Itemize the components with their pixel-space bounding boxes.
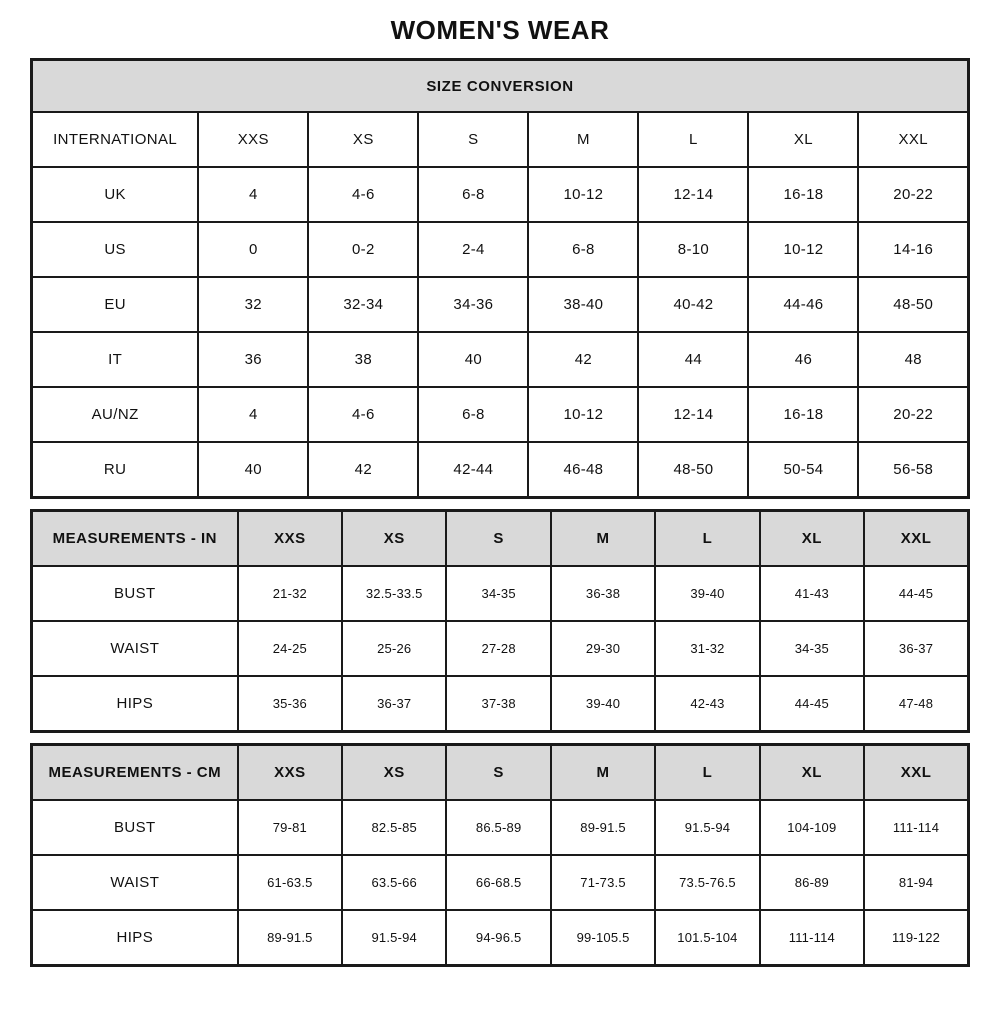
value-cell: 40 — [198, 442, 308, 498]
size-header-row — [32, 112, 969, 167]
value-cell: 36-37 — [342, 676, 446, 732]
value-cell: 86-89 — [760, 855, 864, 910]
measurements-cm-header-row — [32, 745, 969, 801]
value-cell: 86.5-89 — [446, 800, 550, 855]
value-cell: 48 — [858, 332, 968, 387]
value-cell: 91.5-94 — [342, 910, 446, 966]
value-cell: 0-2 — [308, 222, 418, 277]
value-cell: 111-114 — [864, 800, 968, 855]
value-cell: 4-6 — [308, 387, 418, 442]
value-cell: 12-14 — [638, 167, 748, 222]
table-row — [32, 277, 969, 332]
value-cell: 104-109 — [760, 800, 864, 855]
value-cell: 12-14 — [638, 387, 748, 442]
value-cell: 6-8 — [418, 167, 528, 222]
value-cell: 79-81 — [238, 800, 342, 855]
row-label: IT — [32, 332, 199, 387]
measurements-in-header-row — [32, 511, 969, 567]
value-cell: 0 — [198, 222, 308, 277]
size-conversion-banner-row — [32, 60, 969, 113]
size-label: L — [638, 112, 748, 167]
row-label: EU — [32, 277, 199, 332]
value-cell: 99-105.5 — [551, 910, 655, 966]
value-cell: 2-4 — [418, 222, 528, 277]
size-conversion-table — [30, 58, 970, 499]
measurements-in-title: MEASUREMENTS - IN — [32, 511, 238, 567]
size-label: XXS — [238, 511, 342, 567]
row-label: BUST — [32, 800, 238, 855]
table-row — [32, 621, 969, 676]
size-label: XXL — [858, 112, 968, 167]
size-label: M — [528, 112, 638, 167]
value-cell: 38 — [308, 332, 418, 387]
size-label: M — [551, 511, 655, 567]
row-label: BUST — [32, 566, 238, 621]
value-cell: 29-30 — [551, 621, 655, 676]
table-row — [32, 800, 969, 855]
row-label: HIPS — [32, 676, 238, 732]
value-cell: 91.5-94 — [655, 800, 759, 855]
value-cell: 21-32 — [238, 566, 342, 621]
measurements-cm-body — [32, 800, 969, 966]
value-cell: 20-22 — [858, 387, 968, 442]
value-cell: 16-18 — [748, 167, 858, 222]
value-cell: 46 — [748, 332, 858, 387]
value-cell: 36-37 — [864, 621, 968, 676]
value-cell: 44-45 — [864, 566, 968, 621]
row-label: RU — [32, 442, 199, 498]
value-cell: 25-26 — [342, 621, 446, 676]
value-cell: 6-8 — [528, 222, 638, 277]
size-conversion-body — [32, 167, 969, 498]
table-row — [32, 910, 969, 966]
value-cell: 44-45 — [760, 676, 864, 732]
value-cell: 34-35 — [760, 621, 864, 676]
value-cell: 50-54 — [748, 442, 858, 498]
value-cell: 119-122 — [864, 910, 968, 966]
value-cell: 10-12 — [748, 222, 858, 277]
size-label: S — [446, 745, 550, 801]
value-cell: 82.5-85 — [342, 800, 446, 855]
size-label: XXL — [864, 511, 968, 567]
value-cell: 34-36 — [418, 277, 528, 332]
value-cell: 14-16 — [858, 222, 968, 277]
row-label: AU/NZ — [32, 387, 199, 442]
value-cell: 111-114 — [760, 910, 864, 966]
value-cell: 35-36 — [238, 676, 342, 732]
size-label: S — [418, 112, 528, 167]
value-cell: 42 — [528, 332, 638, 387]
page-title: WOMEN'S WEAR — [390, 15, 610, 45]
table-row — [32, 332, 969, 387]
size-label: L — [655, 511, 759, 567]
value-cell: 4 — [198, 167, 308, 222]
table-row — [32, 167, 969, 222]
table-row — [32, 676, 969, 732]
value-cell: 27-28 — [446, 621, 550, 676]
size-label: XS — [342, 511, 446, 567]
measurements-cm-title: MEASUREMENTS - CM — [32, 745, 238, 801]
value-cell: 31-32 — [655, 621, 759, 676]
value-cell: 38-40 — [528, 277, 638, 332]
value-cell: 36 — [198, 332, 308, 387]
table-row — [32, 855, 969, 910]
value-cell: 42 — [308, 442, 418, 498]
size-guide-page — [0, 15, 1000, 967]
value-cell: 61-63.5 — [238, 855, 342, 910]
table-row — [32, 387, 969, 442]
size-label: L — [655, 745, 759, 801]
value-cell: 10-12 — [528, 167, 638, 222]
value-cell: 101.5-104 — [655, 910, 759, 966]
value-cell: 94-96.5 — [446, 910, 550, 966]
value-cell: 6-8 — [418, 387, 528, 442]
table-row — [32, 566, 969, 621]
value-cell: 56-58 — [858, 442, 968, 498]
table-row — [32, 442, 969, 498]
value-cell: 20-22 — [858, 167, 968, 222]
row-label: UK — [32, 167, 199, 222]
row-label: US — [32, 222, 199, 277]
value-cell: 8-10 — [638, 222, 748, 277]
value-cell: 41-43 — [760, 566, 864, 621]
value-cell: 16-18 — [748, 387, 858, 442]
size-label: XXL — [864, 745, 968, 801]
size-label: M — [551, 745, 655, 801]
size-label: INTERNATIONAL — [32, 112, 199, 167]
value-cell: 42-43 — [655, 676, 759, 732]
value-cell: 63.5-66 — [342, 855, 446, 910]
size-label: S — [446, 511, 550, 567]
measurements-in-table — [30, 509, 970, 733]
value-cell: 47-48 — [864, 676, 968, 732]
value-cell: 40-42 — [638, 277, 748, 332]
value-cell: 10-12 — [528, 387, 638, 442]
value-cell: 36-38 — [551, 566, 655, 621]
value-cell: 39-40 — [551, 676, 655, 732]
size-label: XXS — [238, 745, 342, 801]
value-cell: 48-50 — [858, 277, 968, 332]
value-cell: 39-40 — [655, 566, 759, 621]
value-cell: 46-48 — [528, 442, 638, 498]
size-label: XS — [342, 745, 446, 801]
size-label: XL — [760, 511, 864, 567]
value-cell: 81-94 — [864, 855, 968, 910]
value-cell: 89-91.5 — [238, 910, 342, 966]
value-cell: 48-50 — [638, 442, 748, 498]
size-label: XS — [308, 112, 418, 167]
value-cell: 4-6 — [308, 167, 418, 222]
row-label: WAIST — [32, 621, 238, 676]
table-row — [32, 222, 969, 277]
size-label: XXS — [198, 112, 308, 167]
row-label: WAIST — [32, 855, 238, 910]
value-cell: 32 — [198, 277, 308, 332]
value-cell: 66-68.5 — [446, 855, 550, 910]
value-cell: 37-38 — [446, 676, 550, 732]
value-cell: 73.5-76.5 — [655, 855, 759, 910]
value-cell: 89-91.5 — [551, 800, 655, 855]
value-cell: 71-73.5 — [551, 855, 655, 910]
value-cell: 24-25 — [238, 621, 342, 676]
value-cell: 32-34 — [308, 277, 418, 332]
value-cell: 44-46 — [748, 277, 858, 332]
size-label: XL — [760, 745, 864, 801]
value-cell: 40 — [418, 332, 528, 387]
value-cell: 32.5-33.5 — [342, 566, 446, 621]
value-cell: 44 — [638, 332, 748, 387]
size-label: XL — [748, 112, 858, 167]
value-cell: 34-35 — [446, 566, 550, 621]
measurements-in-body — [32, 566, 969, 732]
measurements-cm-table — [30, 743, 970, 967]
row-label: HIPS — [32, 910, 238, 966]
size-conversion-title: SIZE CONVERSION — [32, 60, 969, 113]
value-cell: 42-44 — [418, 442, 528, 498]
value-cell: 4 — [198, 387, 308, 442]
